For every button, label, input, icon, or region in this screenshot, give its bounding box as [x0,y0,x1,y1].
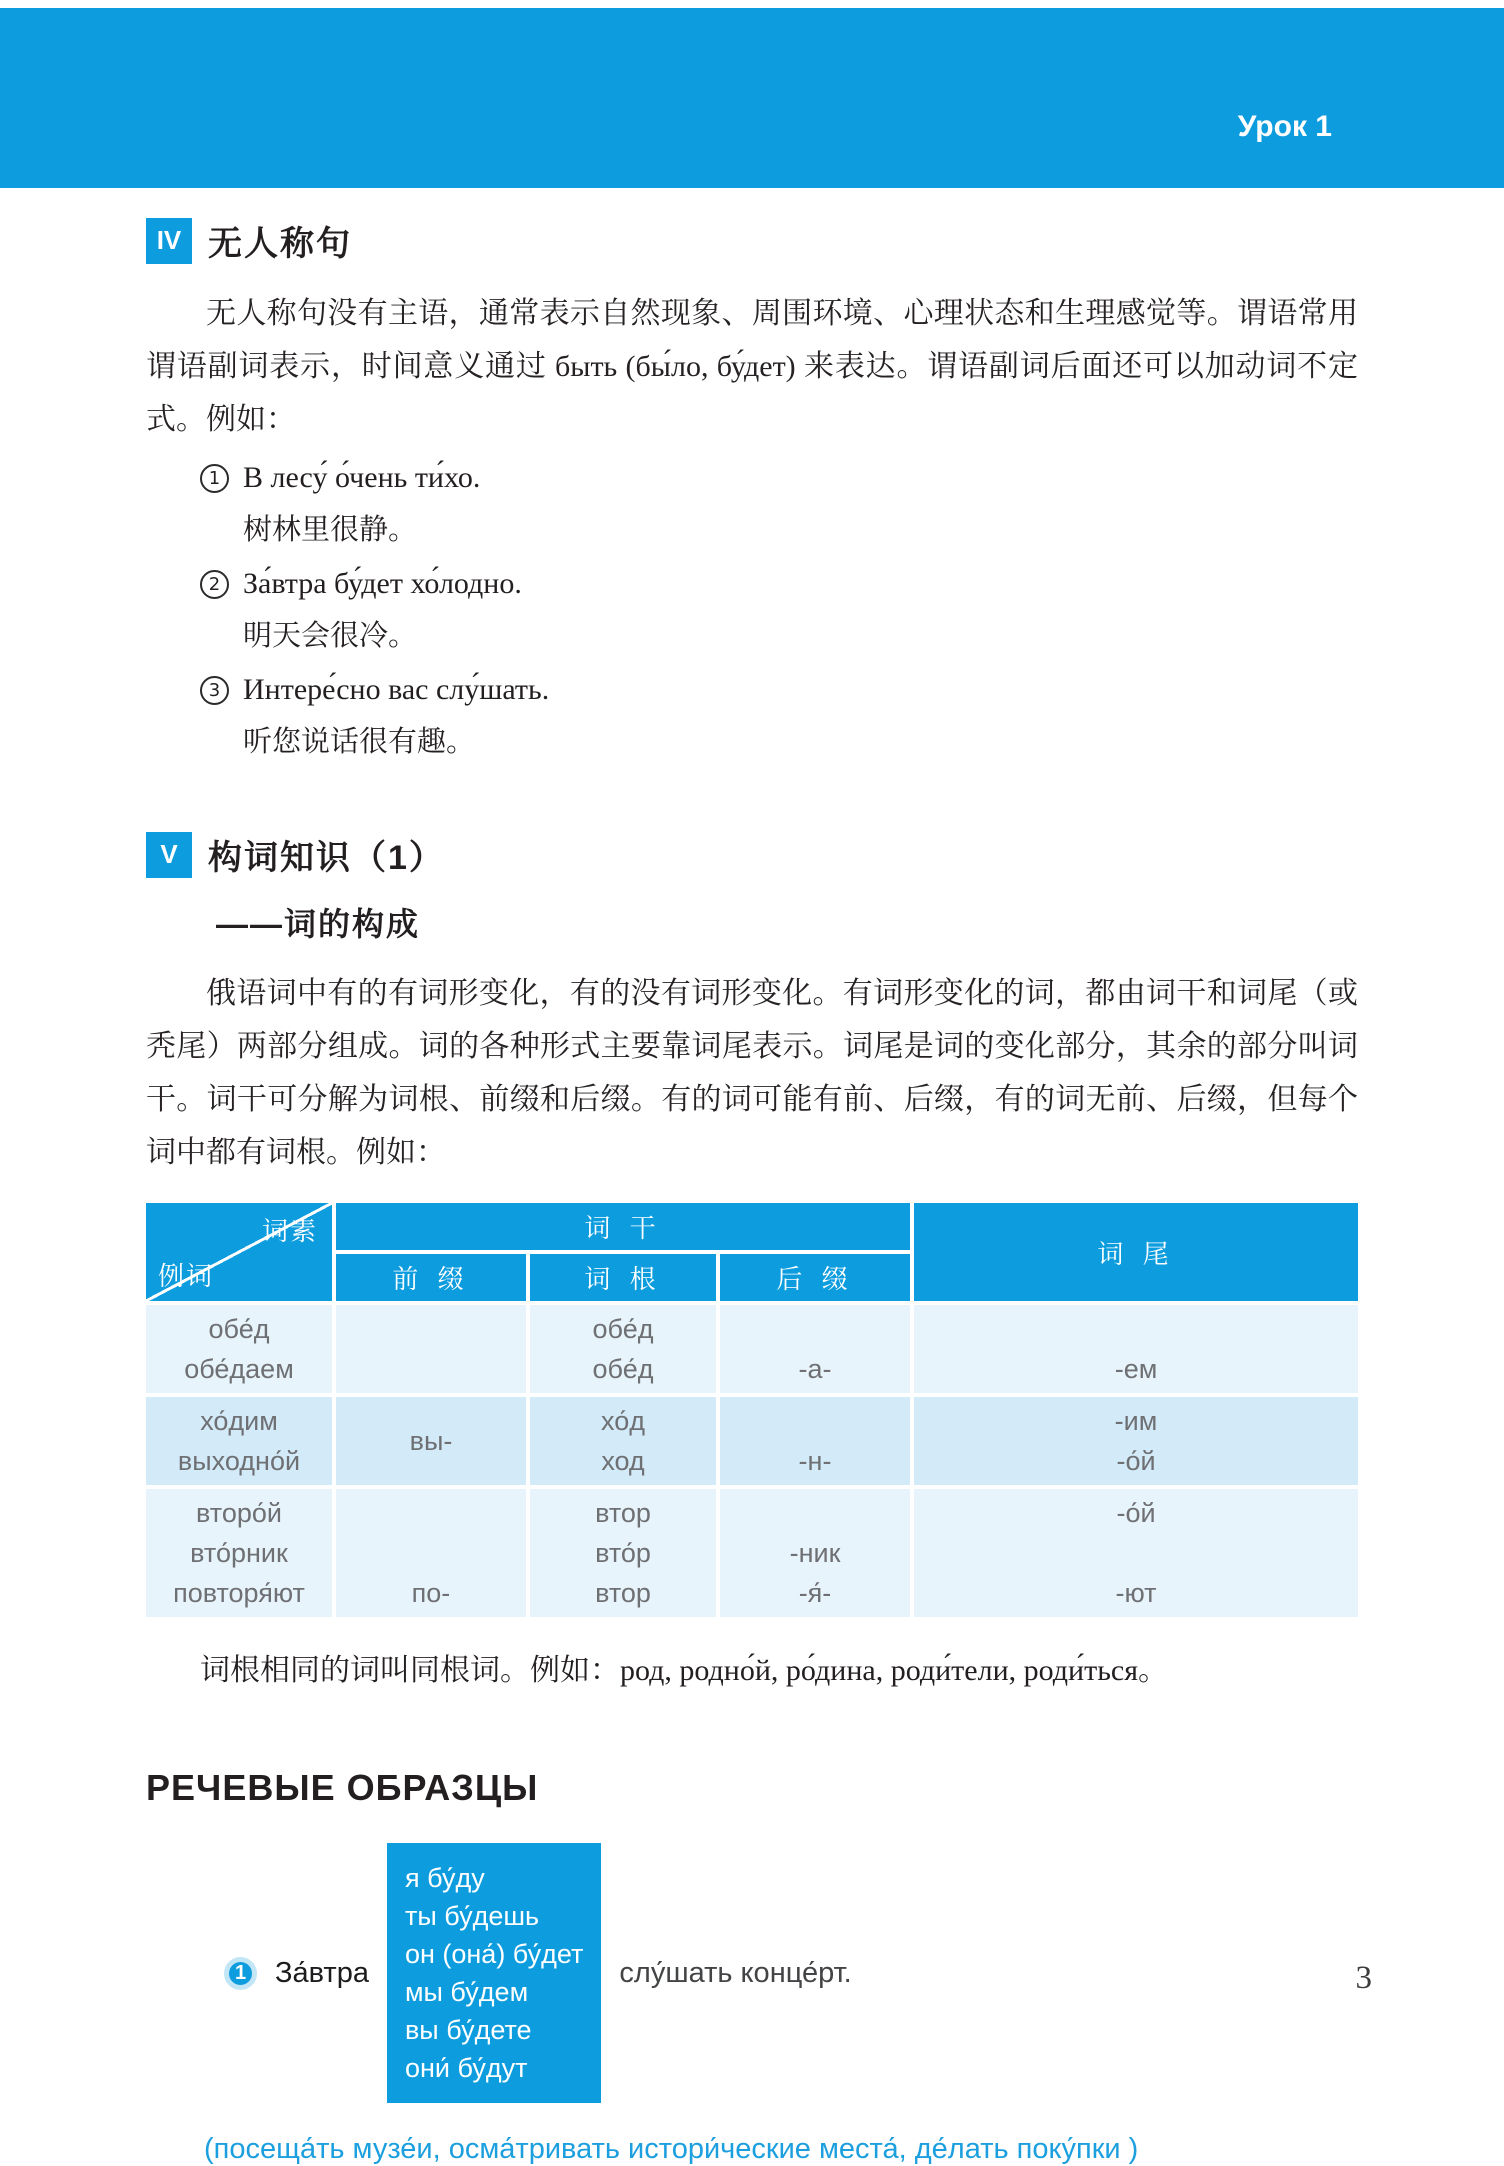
ending-line: -о́й [1116,1446,1156,1476]
section5-paragraph: 俄语词中有的有词形变化，有的没有词形变化。有词形变化的词，都由词干和词尾（或秃尾）两部分组成。词的各种形式主要靠词尾表示。词尾是词的变化部分，其余的部分叫词干。词干可分解为词根、前缀和后缀。有的词可能有前、后缀，有的词无前、后缀，但每个词中都有词根。例如： [146,977,1358,1169]
prefix-line [336,1309,526,1349]
section4-examples [200,452,1358,768]
conjugation-box [387,1843,601,2103]
table-row-group [146,1489,1358,1617]
ending-line [914,1533,1358,1573]
corner-label-morpheme: 词素 [261,1216,318,1246]
cell-suffix [720,1397,910,1485]
section5-marker-badge: V [146,832,192,878]
root-line: ход [601,1446,645,1476]
word-line: хо́дим [200,1406,278,1436]
section5-title: 构词知识（1） [208,839,445,877]
root-line: обе́д [592,1314,654,1344]
lesson-label: Урок 1 [1237,110,1332,143]
header-stem: 词 干 [336,1203,910,1250]
conjugation-line: ты бу́дешь [404,1901,540,1931]
section4-heading [146,216,1358,265]
example-chinese-text: 听您说话很有趣。 [243,726,476,758]
corner-label-example-word: 例词 [158,1261,215,1291]
cell-suffix [720,1489,910,1617]
example-item [200,452,1358,556]
circled-number-icon: 1 [200,464,229,493]
example-russian-text: В лесу́ о́чень ти́хо. [243,461,481,494]
cell-prefix [336,1305,526,1393]
section4-marker-badge: IV [146,218,192,264]
table-row-group [146,1397,1358,1485]
header-ending: 词 尾 [914,1203,1358,1301]
header-prefix: 前 缀 [336,1254,526,1301]
suffix-line: -ник [789,1538,841,1568]
prefix-line [336,1533,526,1573]
substitution-hint: (посеща́ть музе́и, осма́тривать истори́ческие места́, де́лать поку́пки ) [204,2133,1139,2165]
circled-number-icon: 3 [200,676,229,705]
example-russian-text: За́втра бу́дет хо́лодно. [243,567,522,600]
suffix-line [720,1309,910,1349]
conjugation-line: вы бу́дете [404,2015,532,2045]
root-line: втор [595,1578,651,1608]
cell-prefix [336,1489,526,1617]
example-russian-line [200,558,1358,610]
header-suffix: 后 缀 [720,1254,910,1301]
cell-word [146,1397,332,1485]
example-chinese-text: 明天会很冷。 [243,620,418,652]
circled-number-icon: 2 [200,570,229,599]
cell-suffix [720,1305,910,1393]
item-number-badge: 1 [224,1957,257,1990]
pattern-lead-word: За́втра [275,1956,369,1989]
cell-ending [914,1305,1358,1393]
header-band [0,8,1504,188]
suffix-line [720,1493,910,1533]
conjugation-line: мы бу́дем [404,1977,529,2007]
cell-root [530,1305,716,1393]
example-russian-text: Интере́сно вас слу́шать. [243,673,550,706]
ending-line: -о́й [1116,1498,1156,1528]
suffix-line: -я́- [798,1578,832,1608]
suffix-line [720,1401,910,1441]
prefix-line [336,1493,526,1533]
section-impersonal-sentences [146,216,1358,768]
root-line: втор [595,1498,651,1528]
word-line: вто́рник [190,1538,288,1568]
word-line: второ́й [196,1498,282,1528]
pattern-tail-phrase: слу́шать конце́рт. [619,1956,852,1989]
cell-word [146,1489,332,1617]
speech-pattern-item [224,1843,1358,2103]
prefix-line [336,1349,526,1389]
textbook-page [0,8,1504,2165]
cell-root [530,1489,716,1617]
word-line: выходно́й [177,1446,301,1476]
cell-ending [914,1489,1358,1617]
section4-title: 无人称句 [208,225,352,263]
example-chinese-text: 树林里很静。 [243,514,418,546]
root-line: хо́д [601,1406,645,1436]
example-russian-line [200,452,1358,504]
speech-patterns-section [146,1767,1358,2166]
section-word-formation [146,830,1358,1697]
conjugation-line: он (она́) бу́дет [404,1939,584,1969]
example-item [200,664,1358,768]
page-number: 3 [1355,1960,1372,1996]
ending-line: -ем [1114,1354,1158,1384]
suffix-line: -а- [798,1354,832,1384]
word-line: обе́д [208,1314,270,1344]
cell-word [146,1305,332,1393]
prefix-line: вы- [409,1426,453,1456]
header-corner-cell [146,1203,332,1301]
cell-ending [914,1397,1358,1485]
word-line: повторя́ют [173,1578,305,1608]
table-row-group [146,1305,1358,1393]
ending-line: -ют [1115,1578,1157,1608]
morphology-table [146,1203,1358,1617]
example-russian-line [200,664,1358,716]
root-line: вто́р [595,1538,651,1568]
cell-prefix [336,1397,526,1485]
prefix-line: по- [411,1578,451,1608]
speech-patterns-heading: РЕЧЕВЫЕ ОБРАЗЦЫ [146,1767,539,1808]
conjugation-line: они́ бу́дут [404,2053,528,2083]
section5-heading [146,830,1358,879]
ending-line: -им [1114,1406,1158,1436]
root-line: обе́д [592,1354,654,1384]
header-root: 词 根 [530,1254,716,1301]
table-note: 词根相同的词叫同根词。例如：род, родно́й, ро́дина, роди́тели, роди́ться。 [200,1654,1168,1687]
morphology-table-header [146,1203,1358,1301]
word-line: обе́даем [184,1354,294,1384]
conjugation-line: я бу́ду [404,1863,485,1893]
section5-subtitle: ——词的构成 [216,906,421,942]
suffix-line: -н- [798,1446,832,1476]
example-item [200,558,1358,662]
cell-root [530,1397,716,1485]
ending-line [914,1309,1358,1349]
page-content [0,216,1504,2166]
section4-paragraph: 无人称句没有主语，通常表示自然现象、周围环境、心理状态和生理感觉等。谓语常用谓语副词表示，时间意义通过 быть (бы́ло, бу́дет) 来表达。谓语副词后面还可以加动词不定式。例如： [146,297,1358,436]
